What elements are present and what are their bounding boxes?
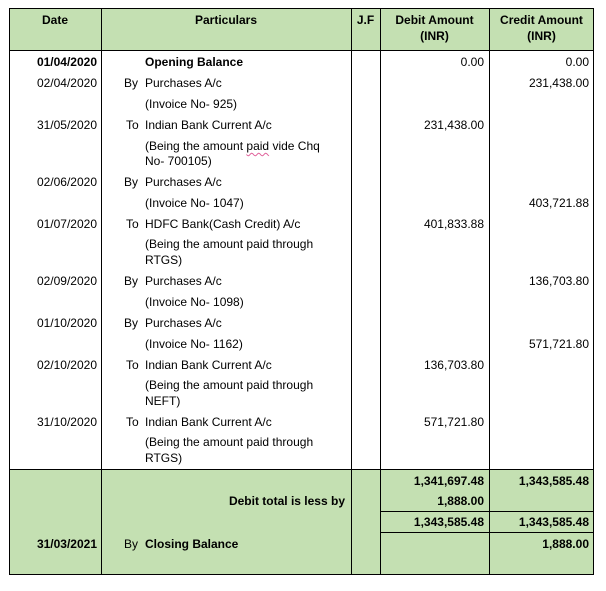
entry-date: 01/10/2020	[36, 316, 97, 330]
debit-total: 1,343,585.48	[413, 515, 484, 529]
entry-narration: (Invoice No- 1162)	[145, 337, 243, 351]
closing-label: Closing Balance	[145, 537, 239, 551]
entry-debit: 571,721.80	[423, 415, 484, 429]
entry-date: 02/06/2020	[36, 175, 97, 189]
header-date: Date	[41, 13, 68, 27]
entry-date: 02/09/2020	[36, 274, 97, 288]
entry-credit: 0.00	[565, 55, 589, 69]
header-credit-unit: (INR)	[527, 29, 556, 43]
debit-subtotal: 1,341,697.48	[413, 474, 484, 488]
entry-account: Indian Bank Current A/c	[145, 415, 272, 429]
entry-account: Purchases A/c	[145, 175, 222, 189]
entry-account: Purchases A/c	[145, 316, 222, 330]
entry-narration: (Invoice No- 925)	[145, 97, 238, 111]
entry-credit: 231,438.00	[528, 76, 589, 90]
credit-total: 1,343,585.48	[518, 515, 589, 529]
header-particulars: Particulars	[194, 13, 258, 27]
entry-date: 31/05/2020	[36, 118, 97, 132]
entry-prefix: By	[124, 316, 139, 330]
difference-amount: 1,888.00	[437, 494, 484, 508]
header-jf: J.F	[356, 13, 375, 27]
entry-narration	[145, 139, 320, 154]
entry-narration-cont: RTGS)	[145, 253, 183, 267]
entry-account: HDFC Bank(Cash Credit) A/c	[145, 217, 301, 231]
entry-prefix: By	[124, 76, 139, 90]
entry-debit: 0.00	[460, 55, 484, 69]
header-debit-unit: (INR)	[420, 29, 449, 43]
credit-subtotal: 1,343,585.48	[518, 474, 589, 488]
entry-prefix: By	[124, 175, 139, 189]
entry-narration: (Invoice No- 1098)	[145, 295, 244, 309]
narration-part: (Being the amount	[145, 139, 244, 153]
closing-date: 31/03/2021	[36, 537, 97, 551]
table-background	[9, 8, 594, 575]
entry-prefix: To	[126, 358, 139, 372]
entry-prefix: To	[126, 118, 139, 132]
entry-prefix: To	[126, 415, 139, 429]
spellcheck-word: paid	[246, 139, 270, 153]
entry-credit: 571,721.80	[528, 337, 589, 351]
entry-narration-cont: No- 700105)	[145, 154, 212, 168]
narration-part: vide Chq	[272, 139, 320, 153]
entry-narration: (Being the amount paid through	[145, 435, 314, 449]
entry-narration: (Being the amount paid through	[145, 378, 314, 392]
entry-account: Indian Bank Current A/c	[145, 358, 272, 372]
closing-amount: 1,888.00	[542, 537, 589, 551]
entry-credit: 136,703.80	[528, 274, 589, 288]
ledger-table	[9, 8, 594, 575]
entry-prefix: By	[124, 274, 139, 288]
entry-date: 31/10/2020	[36, 415, 97, 429]
entry-debit: 401,833.88	[423, 217, 484, 231]
entry-narration: (Being the amount paid through	[145, 237, 314, 251]
entry-narration-cont: NEFT)	[145, 394, 181, 408]
entry-date: 02/10/2020	[36, 358, 97, 372]
entry-debit: 231,438.00	[423, 118, 484, 132]
entry-account: Purchases A/c	[145, 274, 222, 288]
entry-debit: 136,703.80	[423, 358, 484, 372]
entry-account: Opening Balance	[145, 55, 244, 69]
header-credit: Credit Amount	[500, 13, 583, 27]
entry-date: 02/04/2020	[36, 76, 97, 90]
header-debit: Debit Amount	[395, 13, 474, 27]
entry-account: Indian Bank Current A/c	[145, 118, 272, 132]
entry-credit: 403,721.88	[528, 196, 589, 210]
entry-date: 01/07/2020	[36, 217, 97, 231]
entry-prefix: To	[126, 217, 139, 231]
entry-narration: (Invoice No- 1047)	[145, 196, 244, 210]
entry-date: 01/04/2020	[36, 55, 97, 69]
entry-narration-cont: RTGS)	[145, 451, 183, 465]
entry-account: Purchases A/c	[145, 76, 222, 90]
closing-prefix: By	[124, 537, 139, 551]
date-body	[9, 50, 101, 470]
difference-label: Debit total is less by	[228, 494, 345, 508]
